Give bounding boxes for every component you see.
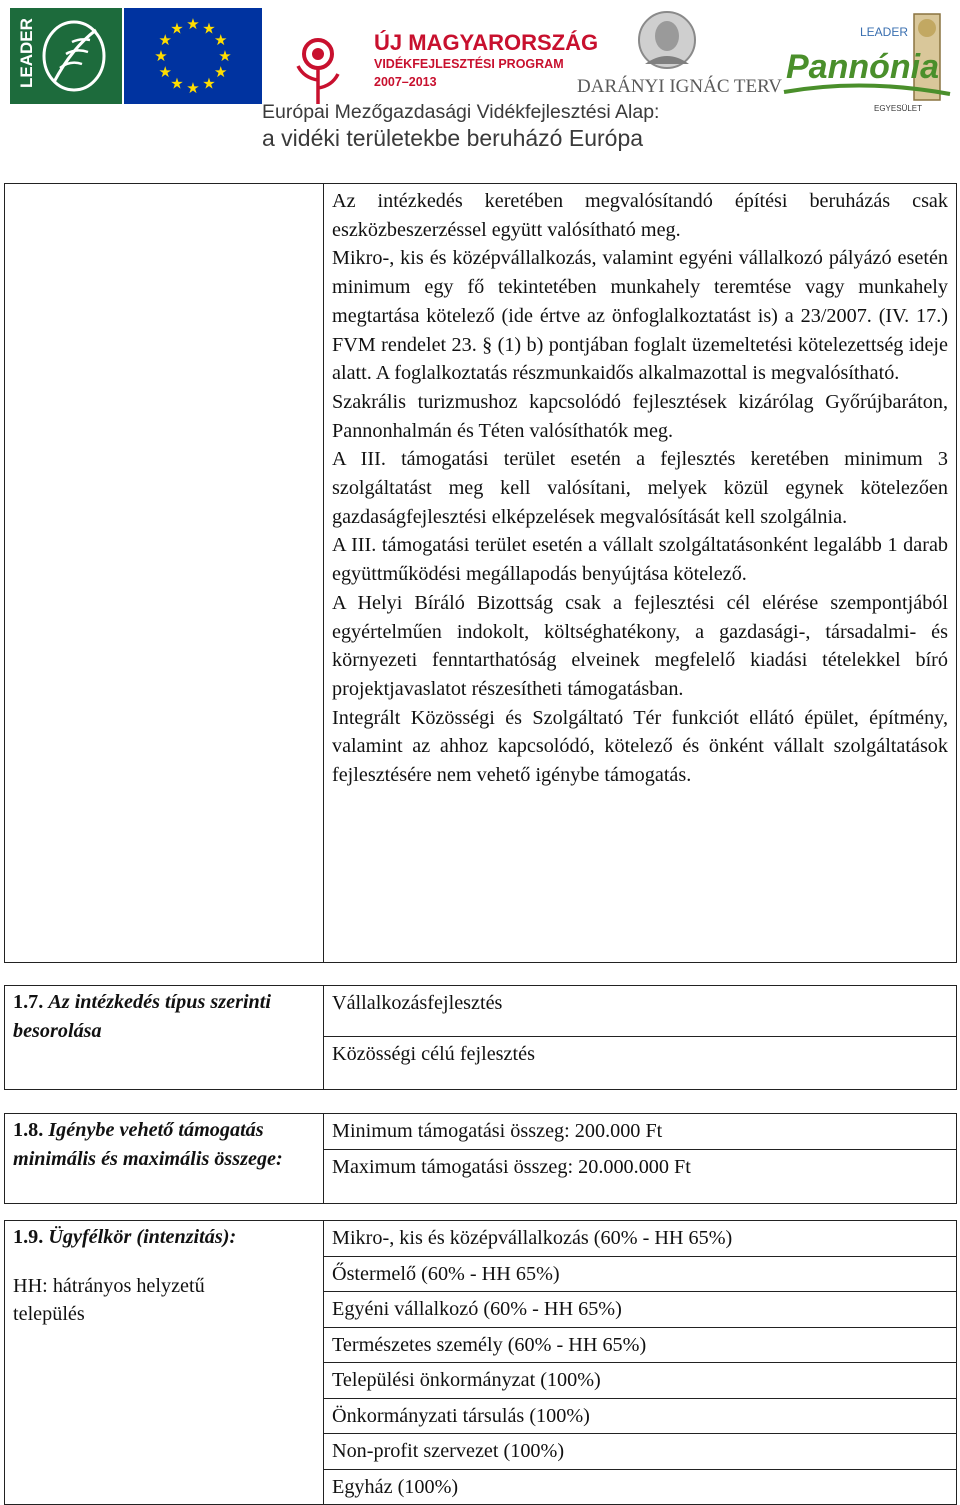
section-1-7-table xyxy=(4,985,957,1090)
section-1-9-label: Ügyfélkör (intenzitás): xyxy=(48,1226,237,1248)
daranyi-ignac-logo xyxy=(575,8,783,98)
section-1-9-label-cell xyxy=(5,1221,324,1505)
client-value: Egyház (100%) xyxy=(324,1469,956,1505)
eu-fund-line1: Európai Mezőgazdasági Vidékfejlesztési Alap: xyxy=(262,101,660,123)
conditions-table xyxy=(4,183,957,963)
umvp-subtitle: VIDÉKFEJLESZTÉSI PROGRAM xyxy=(374,57,564,71)
eu-star-icon: ★ xyxy=(213,31,228,49)
type-value: Vállalkozásfejlesztés xyxy=(332,992,503,1014)
eu-star-icon: ★ xyxy=(186,79,200,97)
section-1-7-number: 1.7. xyxy=(13,991,44,1013)
section-1-7-label-cell xyxy=(5,986,324,1090)
amount-value: Maximum támogatási összeg: 20.000.000 Ft xyxy=(324,1149,956,1185)
eu-fund-caption xyxy=(262,96,712,154)
section-1-7-values-cell xyxy=(324,986,957,1090)
client-value: Non-profit szervezet (100%) xyxy=(324,1433,956,1469)
uj-magyarorszag-logo xyxy=(278,8,599,106)
client-value: Egyéni vállalkozó (60% - HH 65%) xyxy=(324,1291,956,1327)
section-1-8-label: Igénybe vehető támogatás minimális és maximális összege: xyxy=(13,1119,283,1170)
eu-star-icon: ★ xyxy=(158,31,173,49)
section-1-7-label: Az intézkedés típus szerinti besorolása xyxy=(13,991,271,1042)
leader-logo-text: LEADER xyxy=(17,18,36,88)
condition-paragraph: A Helyi Bíráló Bizottság csak a fejlesztési cél elérése szempontjából egyértelműen indokolt, költséghatékony, a gazdasági-, társadalmi- és környezeti fenntarthatóság elveinek megfelelő kiadási tételekkel bíró projektjavaslatot részesítheti támogatásban. xyxy=(332,591,948,700)
condition-paragraph: A III. támogatási terület esetén a vállalt szolgáltatásonként legalább 1 darab együttműködési megállapodás benyújtása kötelező. xyxy=(332,534,948,586)
eu-star-icon: ★ xyxy=(202,74,216,93)
condition-paragraph: A III. támogatási terület esetén a fejlesztés keretében minimum 3 szolgáltatást meg kell valósítani, melyek közül egynek kötelezően gazdaságfejlesztési elképzelések megvalósítását kell szolgálnia. xyxy=(332,448,948,528)
leader-logo xyxy=(10,8,122,104)
eu-star-icon: ★ xyxy=(154,47,168,65)
client-value: Mikro-, kis és középvállalkozás (60% - HH 65%) xyxy=(332,1227,733,1249)
eu-star-icon: ★ xyxy=(186,15,200,33)
pannonia-logo xyxy=(782,8,957,118)
pannonia-leader-text: LEADER xyxy=(860,25,909,39)
conditions-text-cell xyxy=(324,184,957,963)
section-1-9-heading xyxy=(5,1221,323,1252)
eu-star-icon: ★ xyxy=(202,19,216,38)
eu-star-icon: ★ xyxy=(170,19,184,38)
eu-star-icon: ★ xyxy=(213,63,228,81)
client-value: Természetes személy (60% - HH 65%) xyxy=(324,1327,956,1363)
eu-flag-logo xyxy=(124,8,262,104)
umvp-years: 2007–2013 xyxy=(374,75,437,89)
eu-fund-line2: a vidéki területekbe beruházó Európa xyxy=(262,125,644,151)
section-1-7-heading xyxy=(5,986,323,1045)
hh-note: HH: hátrányos helyzetű település xyxy=(13,1274,205,1326)
eu-star-icon: ★ xyxy=(158,63,173,81)
condition-paragraph: Integrált Közösségi és Szolgáltató Tér funkciót ellátó épület, építmény, valamint az ahhoz kapcsolódó, kötelező és önként vállalt szolgáltatások fejlesztésére nem vehető igénybe támogatás. xyxy=(332,706,948,787)
logo-header xyxy=(0,0,960,158)
client-value: Őstermelő (60% - HH 65%) xyxy=(324,1256,956,1292)
condition-paragraph: Szakrális turizmushoz kapcsolódó fejlesztések kizárólag Győrújbaráton, Pannonhalmán és Téten valósíthatók meg. xyxy=(332,390,948,442)
section-1-9-table xyxy=(4,1220,957,1505)
eu-star-icon: ★ xyxy=(170,74,184,93)
condition-paragraph: Az intézkedés keretében megvalósítandó építési beruházás csak eszközbeszerzéssel együtt valósítható meg. xyxy=(332,190,948,241)
pannonia-text: Pannónia xyxy=(786,48,940,86)
daranyi-text: DARÁNYI IGNÁC TERV xyxy=(577,76,783,97)
section-1-8-heading xyxy=(5,1114,323,1173)
pannonia-sub-text: EGYESÜLET xyxy=(874,104,923,113)
umvp-title: ÚJ MAGYARORSZÁG xyxy=(374,30,599,55)
type-value: Közösségi célú fejlesztés xyxy=(324,1036,956,1072)
section-1-8-number: 1.8. xyxy=(13,1119,44,1141)
eu-star-icon: ★ xyxy=(218,47,232,65)
section-1-9-values-cell xyxy=(324,1221,957,1505)
condition-paragraph: Mikro-, kis és középvállalkozás, valamint egyéni vállalkozó pályázó esetén minimum egy fő tekintetében munkahely teremtése vagy munkahely megtartása kötelező (ide értve az önfoglalkoztatást is) a 23/2007. (IV. 17.) FVM rendelet 23. § (1) b) pontjában foglalt üzemeltetési kötelezettség ideje alatt. A foglalkoztatás részmunkaidős alkalmazottal is megvalósítható. xyxy=(332,247,948,385)
client-value: Települési önkormányzat (100%) xyxy=(324,1362,956,1398)
section-1-8-values-cell xyxy=(324,1114,957,1204)
section-1-8-table xyxy=(4,1113,957,1204)
amount-value: Minimum támogatási összeg: 200.000 Ft xyxy=(332,1120,663,1142)
section-1-8-label-cell xyxy=(5,1114,324,1204)
section-1-9-number: 1.9. xyxy=(13,1226,44,1248)
client-value: Önkormányzati társulás (100%) xyxy=(324,1398,956,1434)
conditions-label-cell xyxy=(5,184,324,963)
